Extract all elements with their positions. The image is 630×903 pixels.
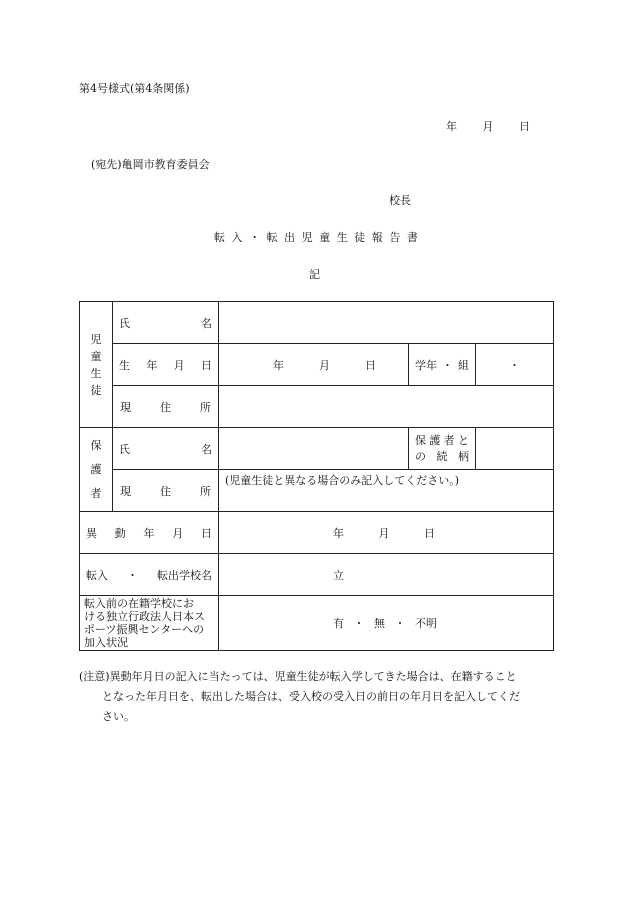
guardian-name-row — [80, 428, 554, 470]
note-line-2: となった年月日を、転出した場合は、受入校の受入日の前日の年月日を記入してくだ — [102, 690, 520, 703]
insurance-field[interactable]: 有 ・ 無 ・ 不明 — [219, 596, 554, 651]
guardian-name-label: 氏 名 — [113, 428, 219, 470]
title-char: 告 — [389, 231, 401, 244]
insurance-option-yes[interactable]: 有 — [333, 617, 344, 630]
note-line-3: さい。 — [102, 710, 135, 723]
title-char: 童 — [319, 231, 331, 244]
birth-date-field[interactable]: 年 月 日 — [219, 344, 409, 386]
transfer-date-label: 異 動 年 月 日 — [80, 512, 219, 554]
relation-label: 保 護 者 と の 続 柄 — [409, 428, 476, 470]
insurance-label: 転入前の在籍学校にお ける独立行政法人日本ス ポーツ振興センターへの 加入状況 — [80, 596, 219, 651]
title-char: 入 — [231, 231, 243, 244]
title-char: 転 — [214, 231, 225, 244]
form-number: 第4号様式(第4条関係) — [79, 82, 190, 95]
student-address-row — [80, 386, 554, 428]
guardian-group-label: 保 護 者 — [80, 428, 113, 512]
student-name-field[interactable] — [219, 302, 554, 344]
guardian-address-label: 現 住 所 — [113, 470, 219, 512]
grade-class-field[interactable]: ・ — [476, 344, 554, 386]
date-line — [446, 118, 530, 134]
title-char: 出 — [284, 231, 296, 244]
report-form-table — [79, 301, 554, 651]
student-birth-row — [80, 344, 554, 386]
date-month: 月 — [482, 120, 494, 133]
date-year: 年 — [446, 120, 457, 133]
note-block — [79, 667, 557, 727]
student-group-label: 児 童 生 徒 — [80, 302, 113, 428]
school-name-field[interactable] — [219, 554, 554, 596]
school-type-marker: 立 — [333, 568, 344, 582]
school-name-row — [80, 554, 554, 596]
school-name-label: 転入 ・ 転出学校名 — [80, 554, 219, 596]
grade-class-label: 学年 ・ 組 — [409, 344, 476, 386]
birth-date-label: 生 年 月 日 — [113, 344, 219, 386]
ki-label: 記 — [309, 268, 320, 281]
title-char: ・ — [249, 231, 261, 244]
recipient: (宛先)亀岡市教育委員会 — [91, 158, 210, 171]
guardian-name-field[interactable] — [219, 428, 409, 470]
relation-field[interactable] — [476, 428, 554, 470]
note-line-1: 異動年月日の記入に当たっては、児童生徒が転入学してきた場合は、在籍すること — [109, 670, 517, 683]
insurance-option-unknown[interactable]: 不明 — [415, 617, 437, 630]
title-char: 徒 — [354, 231, 366, 244]
insurance-option-no[interactable]: 無 — [374, 617, 385, 630]
title-char: 児 — [301, 231, 313, 244]
note-prefix: (注意) — [79, 670, 110, 683]
guardian-address-note: (児童生徒と異なる場合のみ記入してください。) — [225, 474, 460, 487]
transfer-date-field[interactable]: 年 月 日 — [219, 512, 554, 554]
student-name-row — [80, 302, 554, 344]
guardian-address-field[interactable] — [219, 470, 554, 512]
title-char: 書 — [406, 231, 418, 244]
principal-label: 校長 — [389, 194, 411, 207]
title-char: 転 — [266, 231, 278, 244]
guardian-address-row — [80, 470, 554, 512]
insurance-row — [80, 596, 554, 651]
document-title — [214, 229, 418, 245]
student-name-label: 氏 名 — [113, 302, 219, 344]
date-day: 日 — [519, 120, 530, 133]
transfer-date-row — [80, 512, 554, 554]
title-char: 報 — [371, 231, 383, 244]
title-char: 生 — [336, 231, 348, 244]
student-address-field[interactable] — [219, 386, 554, 428]
student-address-label: 現 住 所 — [113, 386, 219, 428]
